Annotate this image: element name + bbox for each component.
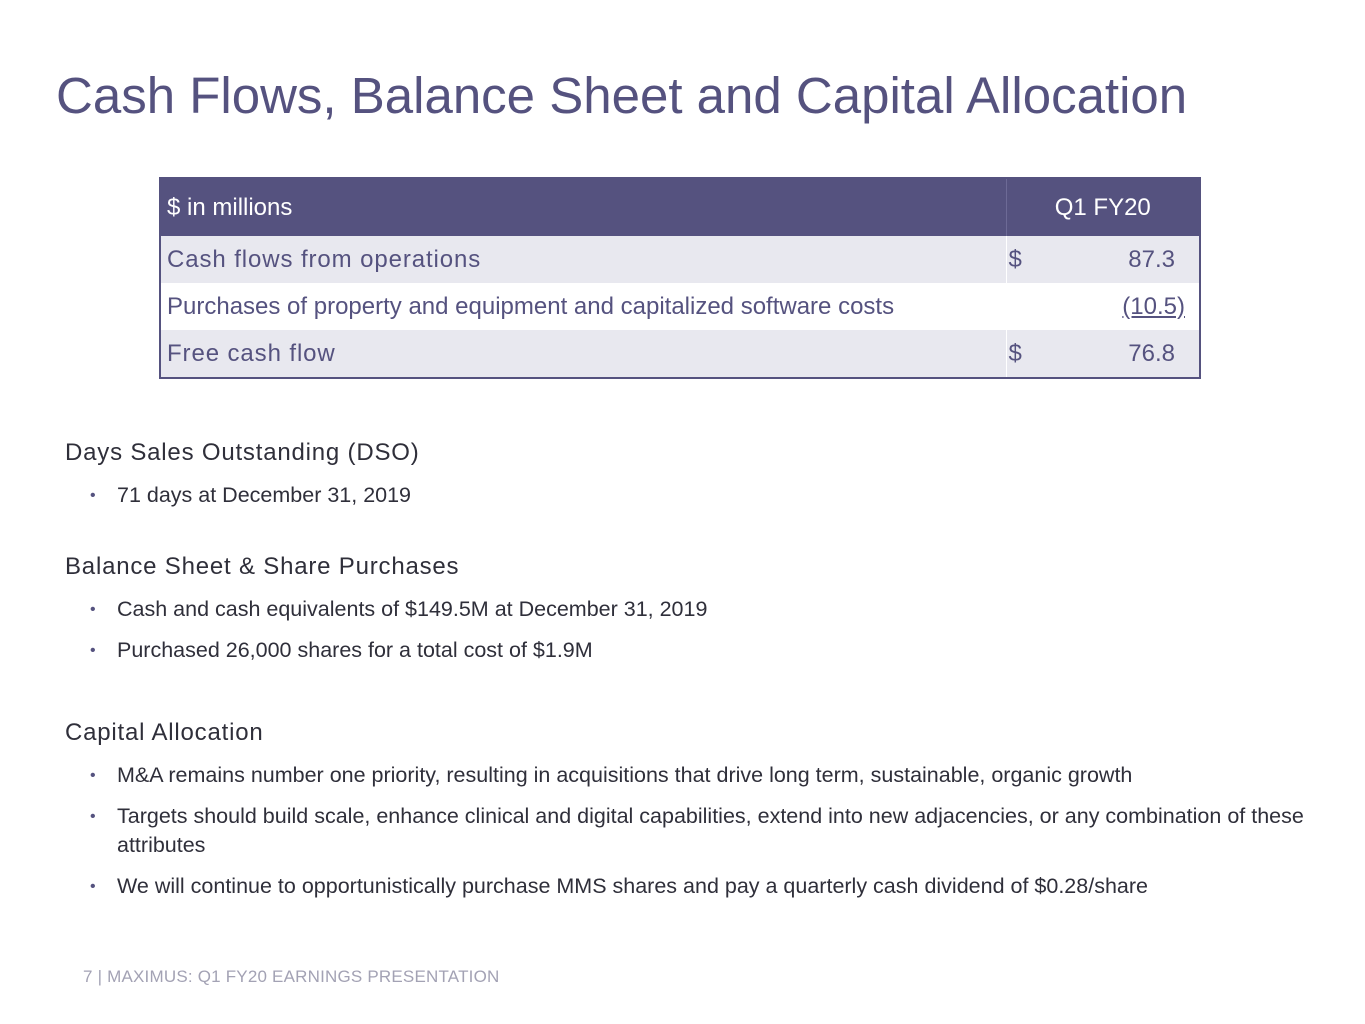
header-units-label: $ in millions (160, 178, 1006, 236)
list-item (90, 595, 1330, 624)
table-row (160, 283, 1200, 330)
bullet-icon: • (90, 878, 96, 895)
bullet-icon: • (90, 767, 96, 784)
bullet-text: Cash and cash equivalents of $149.5M at December 31, 2019 (117, 597, 708, 621)
row-label-operations: Cash flows from operations (160, 236, 1006, 283)
currency-symbol: $ (1008, 245, 1022, 273)
bullet-icon: • (90, 808, 96, 825)
table-header-row (160, 178, 1200, 236)
list-item (90, 872, 1330, 901)
header-period-label: Q1 FY20 (1006, 178, 1200, 236)
bullet-icon: • (90, 642, 96, 659)
table-row (160, 330, 1200, 378)
section-heading-balance-sheet: Balance Sheet & Share Purchases (65, 553, 460, 580)
row-value-capex: (10.5) (1122, 292, 1185, 320)
row-value-cell (1006, 330, 1200, 378)
row-value-cell (1006, 283, 1200, 330)
bullet-list-balance-sheet (90, 595, 1330, 677)
bullet-text: M&A remains number one priority, resulting in acquisitions that drive long term, sustainable, organic growth (117, 763, 1133, 787)
list-item (90, 636, 1330, 665)
bullet-text: Purchased 26,000 shares for a total cost of $1.9M (117, 638, 593, 662)
row-value-cell (1006, 236, 1200, 283)
section-heading-dso: Days Sales Outstanding (DSO) (65, 439, 420, 466)
bullet-text: 71 days at December 31, 2019 (117, 483, 412, 507)
bullet-list-capital-allocation (90, 761, 1330, 913)
table-row (160, 236, 1200, 283)
section-heading-capital-allocation: Capital Allocation (65, 719, 264, 746)
list-item (90, 802, 1330, 860)
bullet-icon: • (90, 487, 96, 504)
row-value-operations: 87.3 (1128, 245, 1175, 273)
bullet-text: Targets should build scale, enhance clinical and digital capabilities, extend into new adjacencies, or any combination of these attributes (117, 804, 1304, 857)
bullet-icon: • (90, 601, 96, 618)
cash-flow-table (159, 177, 1201, 379)
row-label-capex: Purchases of property and equipment and capitalized software costs (167, 292, 895, 320)
list-item (90, 481, 1330, 510)
slide-title: Cash Flows, Balance Sheet and Capital Allocation (56, 67, 1188, 124)
slide-footer: 7 | MAXIMUS: Q1 FY20 EARNINGS PRESENTATION (83, 967, 500, 986)
row-label-free-cash-flow: Free cash flow (160, 330, 1006, 378)
currency-symbol: $ (1008, 339, 1022, 367)
bullet-list-dso (90, 481, 1330, 522)
list-item (90, 761, 1330, 790)
bullet-text: We will continue to opportunistically purchase MMS shares and pay a quarterly cash dividend of $0.28/share (117, 874, 1148, 898)
row-value-free-cash-flow: 76.8 (1128, 339, 1175, 367)
